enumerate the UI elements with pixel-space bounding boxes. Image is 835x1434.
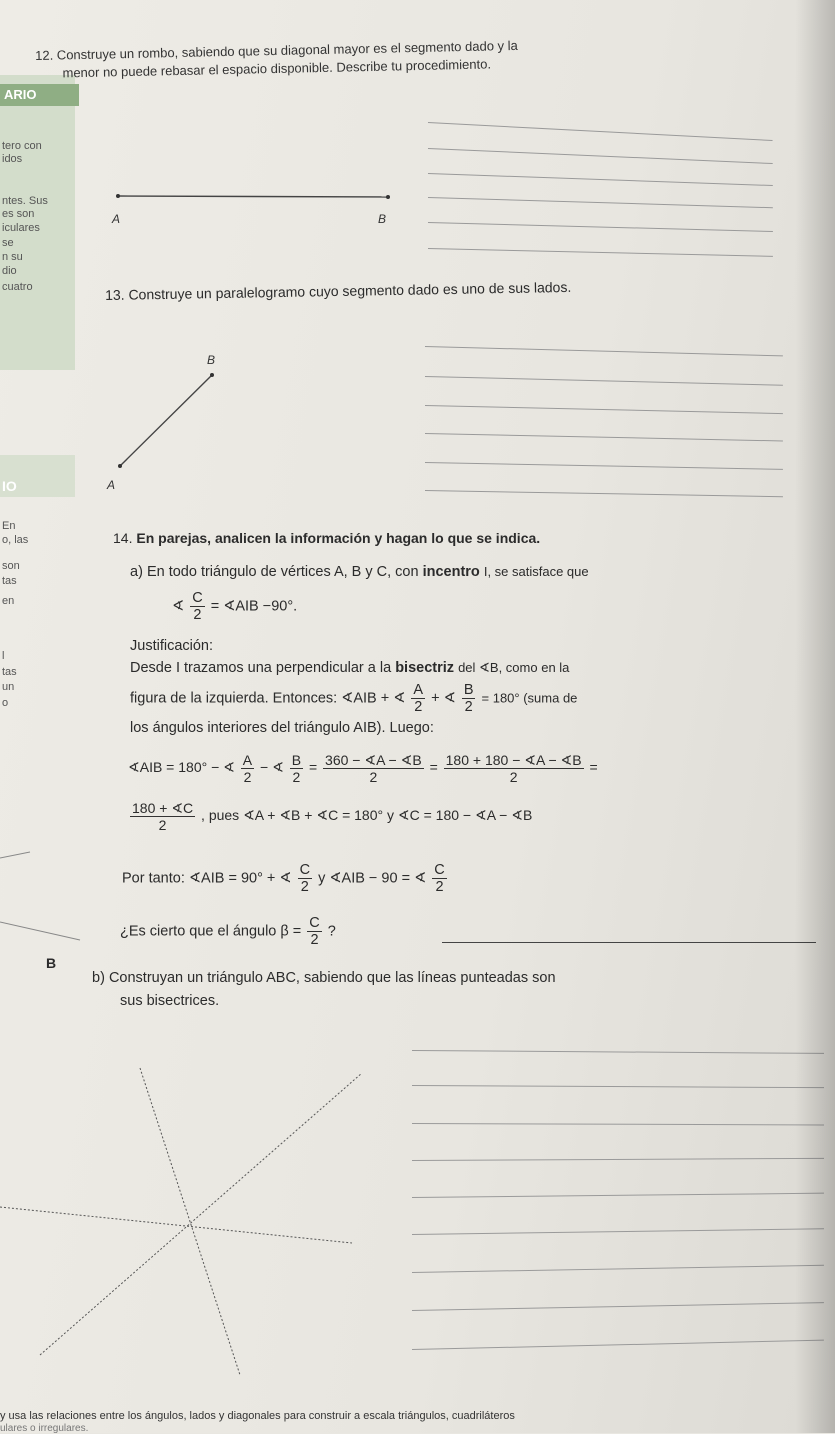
part-a-text-1: En todo triángulo de vértices A, B y C, con: [146, 564, 419, 580]
fraction-num: C: [192, 590, 203, 606]
fraction-den: 2: [414, 699, 423, 715]
point-b: [210, 373, 214, 377]
eq-start: ∢AIB = 180° − ∢: [128, 759, 235, 776]
sidebar-fragment: ntes. Sus: [2, 195, 48, 207]
eq-minus: − ∢: [260, 759, 284, 776]
por-tanto-a: Por tanto: ∢AIB = 90° + ∢: [122, 870, 292, 887]
point-label-a: A: [112, 212, 121, 226]
sidebar-fragment: o, las: [2, 534, 29, 546]
sidebar-label-b: B: [46, 955, 57, 971]
segment-line: [118, 196, 388, 197]
fraction-den: 2: [435, 879, 444, 895]
point-a: [118, 464, 122, 468]
sidebar-fragment: un: [2, 681, 15, 693]
segment-line: [120, 375, 212, 466]
sidebar-fragment: es son: [2, 208, 35, 220]
fraction-den: 2: [243, 769, 252, 785]
fraction-num: C: [309, 915, 320, 931]
just-line2-c: = 180° (suma de: [481, 690, 578, 706]
sidebar-fragment: cuatro: [2, 281, 33, 293]
incentro-term: incentro: [422, 564, 480, 580]
eq-end: =: [589, 759, 598, 776]
fraction-num: B: [463, 682, 474, 698]
bisector-line-2: [0, 1207, 352, 1243]
fraction-num: A: [413, 682, 424, 698]
formula-1-rest: = ∢AIB −90°.: [210, 598, 298, 615]
segment-ab-q12: [116, 194, 390, 199]
just-line2-b: + ∢: [431, 690, 456, 707]
fraction-num: 180 + ∢C: [132, 800, 194, 816]
fraction-num: B: [291, 752, 302, 768]
fraction-den: 2: [464, 699, 473, 715]
question-14-text: En parejas, analicen la información y hagan lo que se indica.: [136, 530, 541, 546]
fraction-num: 180 + 180 − ∢A − ∢B: [445, 752, 582, 768]
sidebar-title-2: IO: [2, 478, 17, 494]
bisectriz-term: bisectriz: [395, 660, 455, 676]
fraction-den: 2: [300, 879, 309, 895]
footer-line-1: y usa las relaciones entre los ángulos, lados y diagonales para construir a escala triángulos, cuadriláteros: [0, 1410, 515, 1422]
segment-ab-q13: [118, 373, 214, 468]
part-b-prefix: b): [92, 970, 105, 986]
bisector-line-3: [140, 1068, 240, 1375]
eq-equals: =: [308, 759, 318, 776]
question-mark: ?: [327, 923, 336, 940]
fraction-den: 2: [369, 769, 378, 785]
bisector-figure: [0, 1068, 362, 1375]
fraction-den: 2: [193, 607, 202, 623]
sidebar-fragment: idos: [2, 153, 23, 165]
sidebar-fragment: se: [2, 237, 14, 249]
just-line1-b: del ∢B, como en la: [458, 660, 570, 675]
justification-label: Justificación:: [130, 638, 214, 654]
sidebar-fragment: n su: [2, 251, 23, 263]
point-a: [116, 194, 120, 198]
just-line1-a: Desde I trazamos una perpendicular a la: [130, 660, 392, 676]
eq-equals: =: [429, 759, 438, 776]
sidebar-fragment: son: [2, 560, 20, 572]
angle-symbol: ∢: [172, 598, 185, 615]
question-text: ¿Es cierto que el ángulo β =: [120, 923, 302, 940]
fraction-den: 2: [310, 932, 319, 948]
fraction-den: 2: [509, 769, 518, 785]
decor-line: [0, 922, 80, 940]
decor-lines: [0, 852, 80, 940]
point-label-a: A: [107, 478, 116, 492]
sidebar-title: ARIO: [0, 84, 79, 106]
fraction-den: 2: [292, 769, 301, 785]
sidebar-fragment: tas: [2, 575, 17, 587]
sidebar-fragment: dio: [2, 265, 17, 277]
part-b-text1: Construyan un triángulo ABC, sabiendo que las líneas punteadas son: [108, 970, 556, 986]
question-14-number: 14.: [113, 530, 133, 546]
sidebar-fragment: en: [2, 595, 15, 607]
footer-line-2: ulares o irregulares.: [0, 1423, 89, 1434]
point-label-b: B: [207, 353, 216, 367]
bisector-line-1: [40, 1073, 362, 1355]
fraction-den: 2: [158, 817, 167, 833]
decor-line: [0, 852, 30, 858]
part-a-prefix: a): [130, 564, 143, 580]
fraction-num: 360 − ∢A − ∢B: [325, 752, 422, 768]
sidebar-fragment: l: [2, 650, 5, 662]
page-shadow: [795, 0, 835, 1433]
point-b: [386, 195, 390, 199]
question-12-line1: 12. Construye un rombo, sabiendo que su diagonal mayor es el segmento dado y la: [35, 37, 518, 63]
point-label-b: B: [378, 212, 387, 226]
part-a-text-2: I, se satisface que: [483, 564, 589, 579]
question-12-line2: menor no puede rebasar el espacio disponible. Describe tu procedimiento.: [62, 56, 492, 81]
part-b-line2: sus bisectrices.: [120, 993, 220, 1009]
just-line2-a: figura de la izquierda. Entonces: ∢AIB + ∢: [130, 690, 406, 707]
fraction-num: C: [434, 862, 445, 878]
eq2-rest: , pues ∢A + ∢B + ∢C = 180° y ∢C = 180 − ∢A − ∢B: [201, 807, 533, 824]
justification-line3: los ángulos interiores del triángulo AIB). Luego:: [130, 720, 434, 736]
sidebar-fragment: o: [2, 697, 9, 709]
sidebar-fragment: tero con: [2, 140, 42, 152]
por-tanto-b: y ∢AIB − 90 = ∢: [318, 870, 427, 887]
question-13: 13. Construye un paralelogramo cuyo segmento dado es uno de sus lados.: [105, 278, 572, 303]
sidebar-fragment: En: [2, 520, 16, 532]
fraction-num: C: [299, 862, 311, 878]
sidebar-fragment: iculares: [2, 222, 40, 234]
sidebar-fragment: tas: [2, 666, 17, 678]
fraction-num: A: [242, 752, 253, 768]
